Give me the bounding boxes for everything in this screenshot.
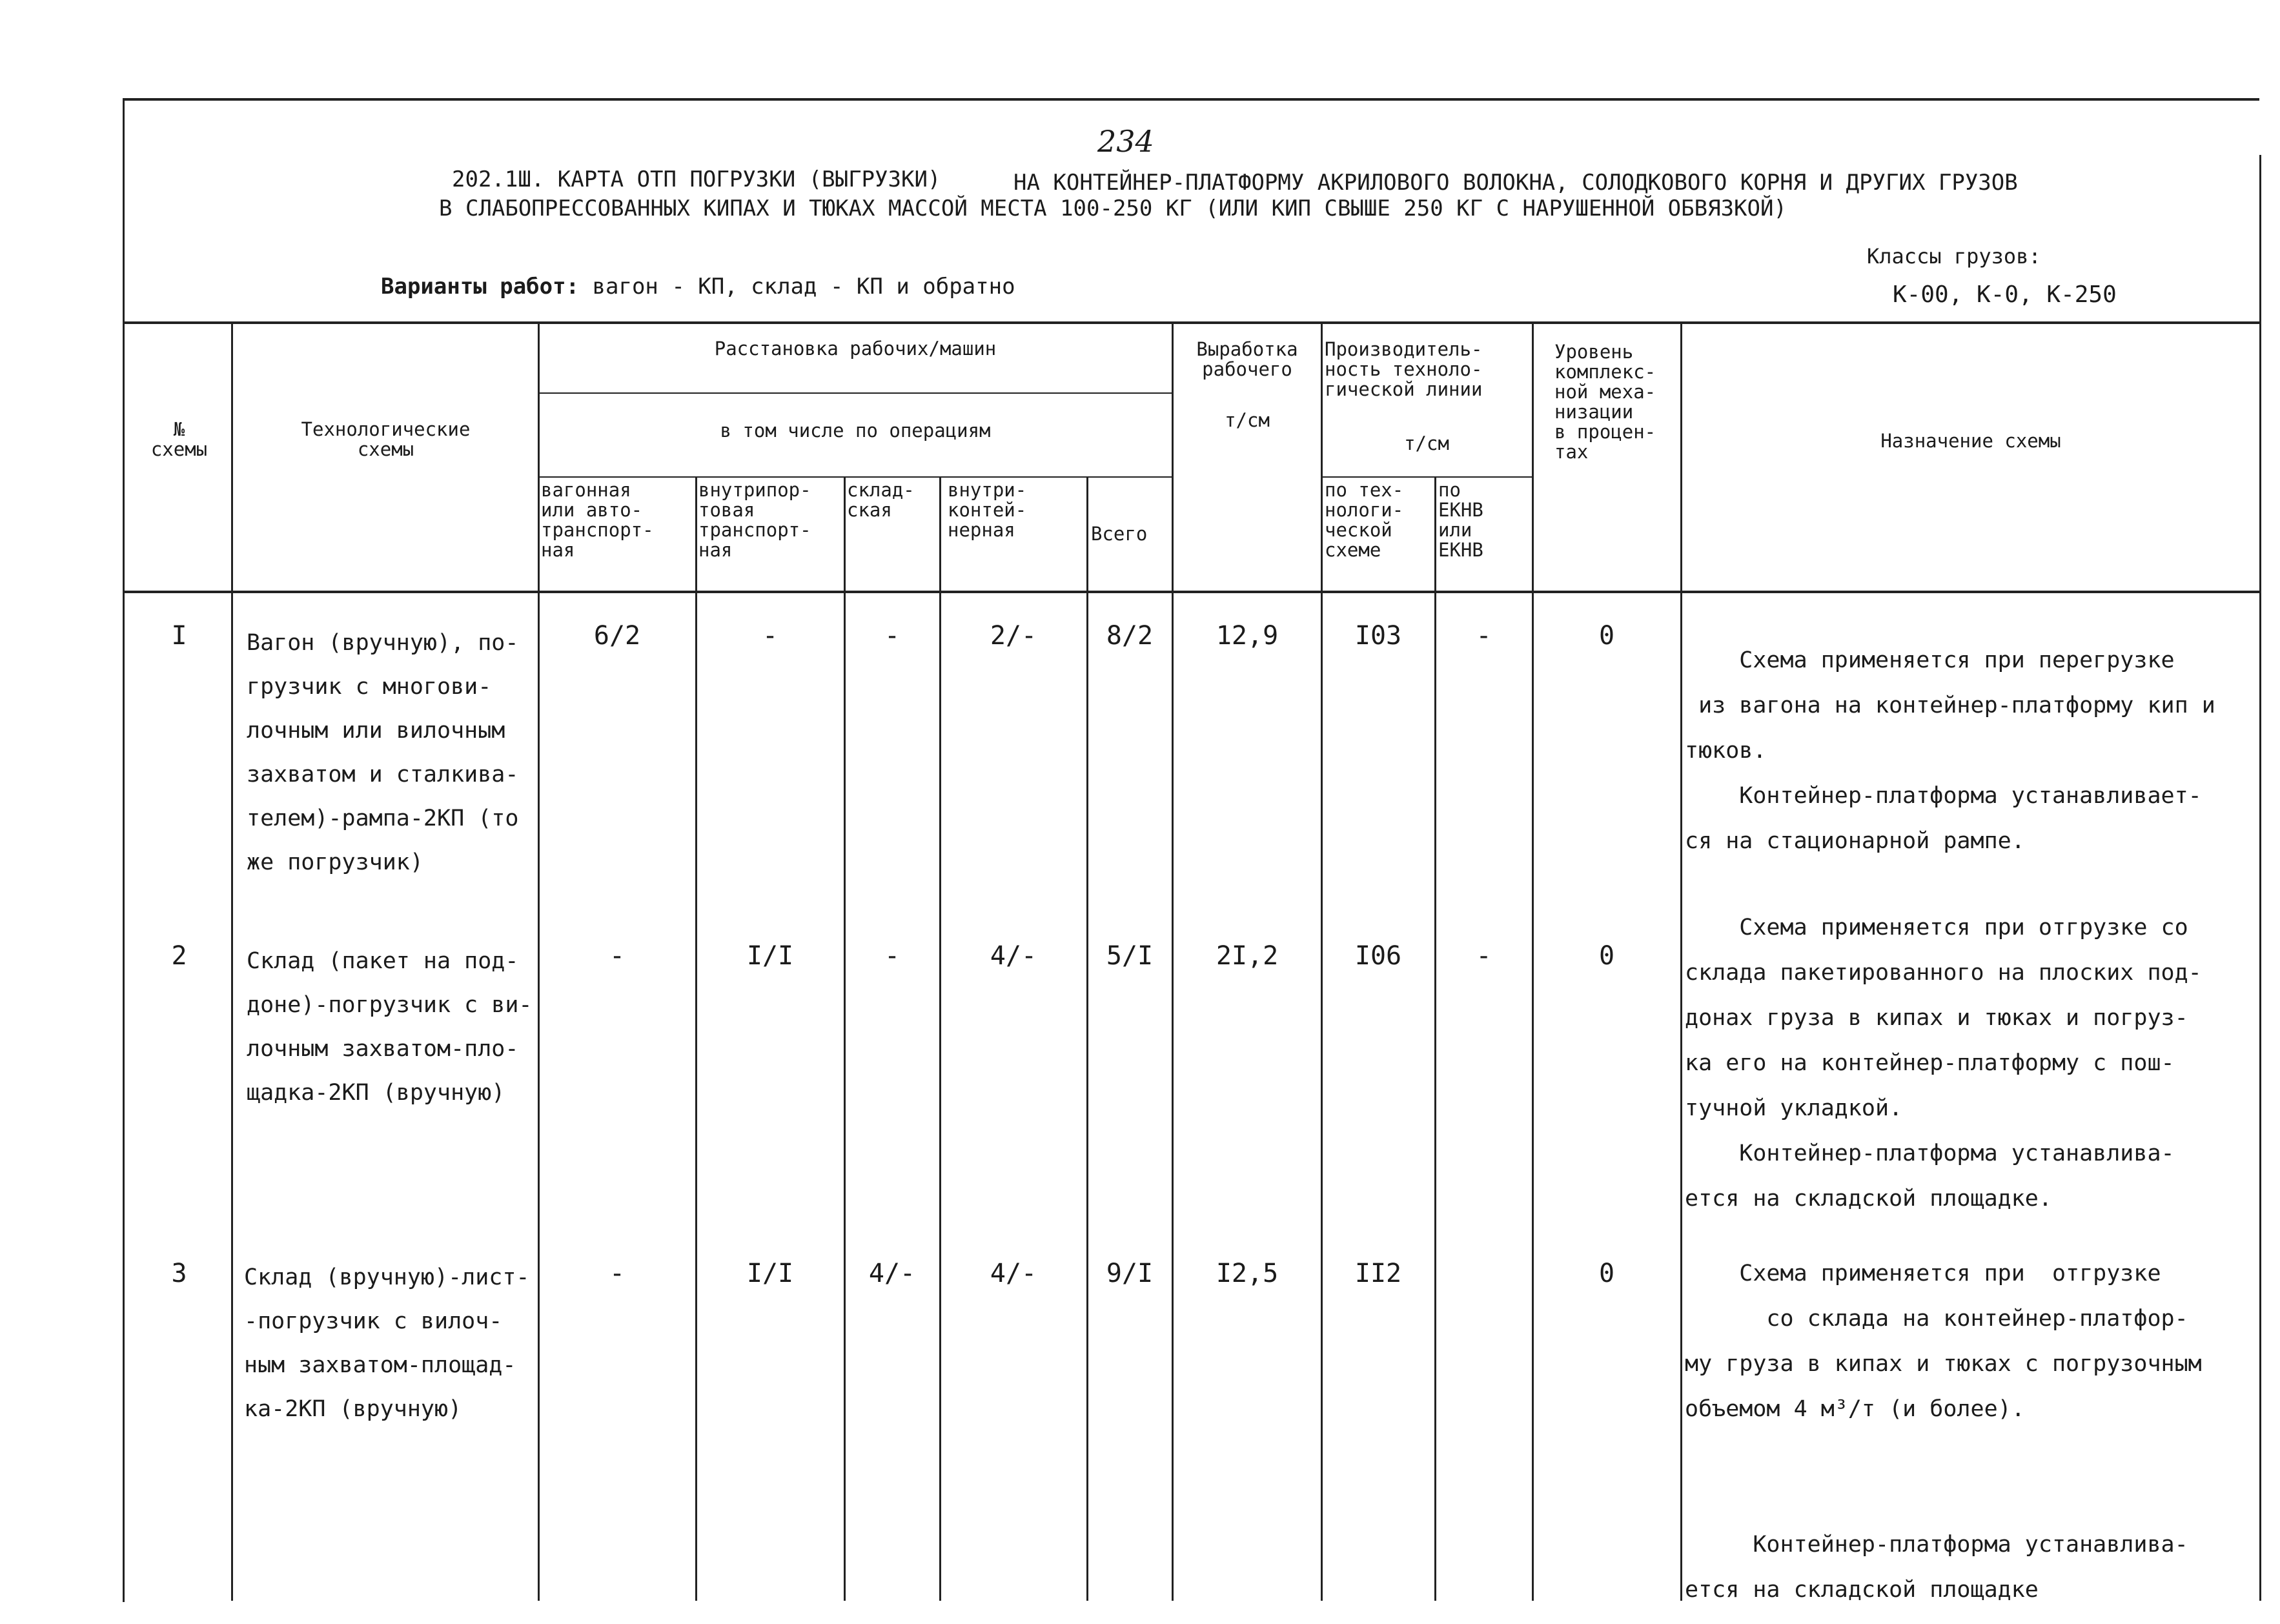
row-3-no: 3 (171, 1259, 187, 1288)
work-variants-value: вагон - КП, склад - КП и обратно (592, 274, 1015, 299)
row-3-mech-level: 0 (1598, 1259, 1615, 1288)
header-output-unit: т/см (1225, 409, 1270, 431)
row-1-output: 12,9 (1216, 621, 1279, 651)
table-top-line (123, 321, 2261, 324)
header-productivity: Производитель- ность техноло- гической линии (1325, 338, 1483, 400)
row-3-tech-scheme: Склад (вручную)-лист- -погрузчик с вилоч- ным захватом-площад- ка-2КП (вручную) (244, 1264, 530, 1422)
row-3-output: I2,5 (1216, 1259, 1279, 1288)
header-by-operation: в том числе по операциям (720, 420, 991, 442)
top-border (123, 98, 2259, 101)
header-scheme-no: № схемы (150, 418, 208, 460)
page-number: 234 (1097, 124, 1154, 159)
row-2-output: 2I,2 (1216, 941, 1279, 971)
right-border (2259, 155, 2261, 1601)
header-output: Выработка рабочего (1196, 338, 1298, 380)
row-1-mech-level: 0 (1598, 621, 1615, 651)
row-2-mech-level: 0 (1598, 941, 1615, 971)
header-op-warehouse: склад- ская (847, 479, 915, 521)
header-placement: Расстановка рабочих/машин (714, 338, 997, 360)
row-1-no: I (171, 621, 187, 651)
row-3-container: 4/- (990, 1259, 1037, 1288)
row-2-wagon: - (609, 941, 626, 971)
row-1-purpose: Схема применяется при перегрузке из вагона на контейнер-платформу кип и тюков. Контейнер-платформа устанавливает- ся на стационарной рампе. (1685, 647, 2215, 854)
row-3-warehouse: 4/- (868, 1259, 916, 1288)
header-purpose: Назначение схемы (1880, 430, 2061, 452)
row-2-intraport: I/I (746, 941, 794, 971)
header-mech-level: Уровень комплекс- ной меха- низации в процен- тах (1554, 341, 1656, 463)
work-variants-label: Варианты работ: (381, 274, 580, 299)
operations-sub-line (539, 476, 1172, 478)
row-1-prod-ekhv: - (1476, 621, 1492, 651)
row-2-warehouse: - (884, 941, 901, 971)
title-line-1b: НА КОНТЕЙНЕР-ПЛАТФОРМУ АКРИЛОВОГО ВОЛОКНА, СОЛОДКОВОГО КОРНЯ И ДРУГИХ ГРУЗОВ (1013, 170, 2018, 196)
placement-sub-line (539, 392, 1172, 394)
row-2-purpose: Схема применяется при отгрузке со склада пакетированного на плоских под- донах груза в кипах и тюках и погруз- ка его на контейнер-платформу с пош- тучной укладкой. Контейнер-платформа устанавлива- ется на складской площадке. (1685, 915, 2202, 1212)
col-line-11 (1680, 323, 1682, 1601)
header-prod-by-scheme: по тех- нологи- ческой схеме (1325, 479, 1404, 561)
header-op-intraport: внутрипор- товая транспорт- ная (698, 479, 811, 561)
col-line-1 (231, 323, 233, 1601)
row-2-prod-scheme: I06 (1354, 941, 1402, 971)
work-variants (381, 274, 1015, 299)
row-3-prod-scheme: II2 (1354, 1259, 1402, 1288)
title-line-2: В СЛАБОПРЕССОВАННЫХ КИПАХ И ТЮКАХ МАССОЙ МЕСТА 100-250 КГ (ИЛИ КИП СВЫШЕ 250 КГ С НАРУШЕННОЙ ОБВЯЗКОЙ) (439, 196, 1787, 221)
row-2-no: 2 (171, 941, 187, 971)
row-2-prod-ekhv: - (1476, 941, 1492, 971)
row-2-tech-scheme: Склад (пакет на под- доне)-погрузчик с ви- лочным захватом-пло- щадка-2КП (вручную) (247, 948, 533, 1106)
row-3-wagon: - (609, 1259, 626, 1288)
productivity-sub-line (1322, 476, 1532, 478)
row-1-wagon: 6/2 (593, 621, 641, 651)
header-prod-by-ekhv: по ЕКНВ или ЕКНВ (1438, 479, 1483, 561)
title-line-1a: 202.1Ш. КАРТА ОТП ПОГРУЗКИ (ВЫГРУЗКИ) (452, 167, 941, 192)
header-bottom-line (123, 591, 2261, 593)
cargo-classes-label: Классы грузов: (1867, 244, 2041, 269)
row-1-intraport: - (762, 621, 779, 651)
row-2-total: 5/I (1106, 941, 1154, 971)
row-1-total: 8/2 (1106, 621, 1154, 651)
row-2-container: 4/- (990, 941, 1037, 971)
header-op-total: Всего (1091, 523, 1148, 545)
row-1-prod-scheme: I03 (1354, 621, 1402, 651)
header-op-wagon: вагонная или авто- транспорт- ная (541, 479, 654, 561)
cargo-classes-value: К-00, К-0, К-250 (1893, 281, 2117, 308)
header-tech-schemes: Технологические схемы (301, 418, 471, 460)
header-productivity-unit: т/см (1404, 432, 1449, 454)
row-1-warehouse: - (884, 621, 901, 651)
row-3-total: 9/I (1106, 1259, 1154, 1288)
header-op-container: внутри- контей- нерная (948, 479, 1027, 541)
row-1-container: 2/- (990, 621, 1037, 651)
row-3-intraport: I/I (746, 1259, 794, 1288)
row-3-purpose: Схема применяется при отгрузке со склада на контейнер-платфор- му груза в кипах и тюках с погрузочным объемом 4 м³/т (и более). Контейнер-платформа устанавлива- ется на складской площадке (1685, 1261, 2202, 1603)
row-1-tech-scheme: Вагон (вручную), по- грузчик с многови- лочным или вилочным захватом и сталкива- телем)-рампа-2КП (то же погрузчик) (247, 630, 519, 875)
